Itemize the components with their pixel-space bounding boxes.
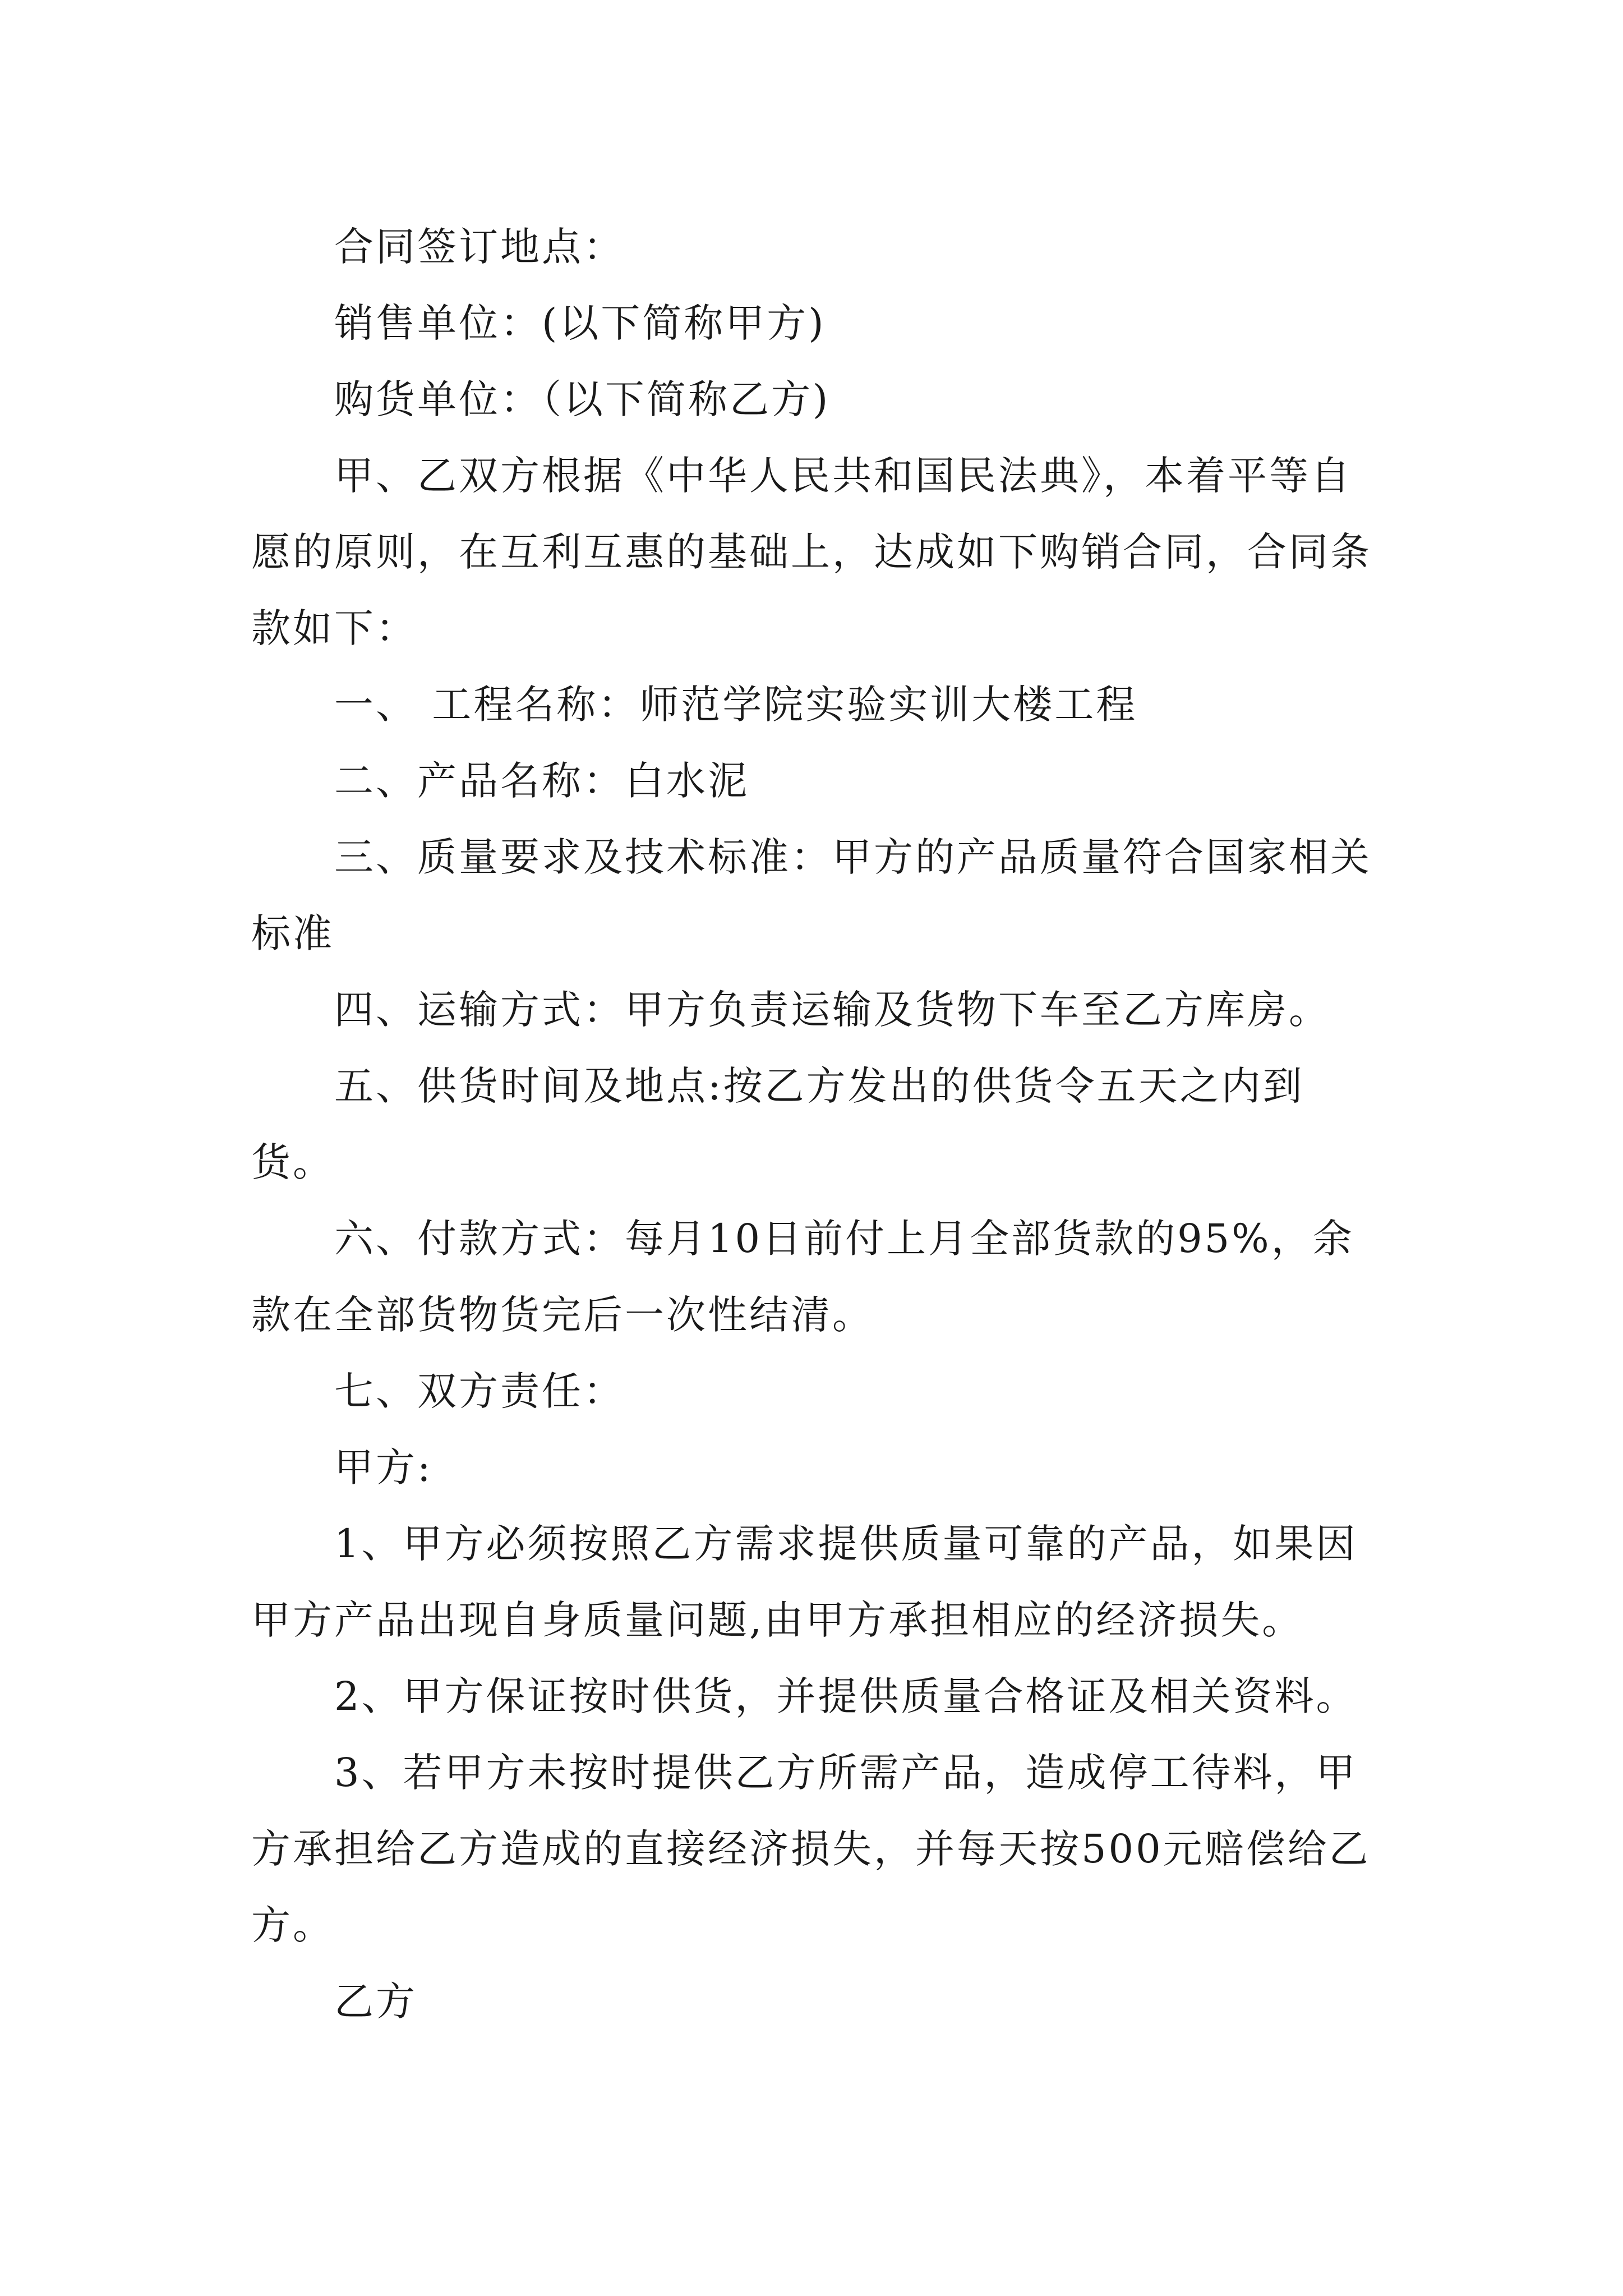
party-a-item-1: 1、甲方必须按照乙方需求提供质量可靠的产品，如果因甲方产品出现自身质量问题,由甲方承担相应的经济损失。 (251, 1521, 1358, 1643)
signing-location: 合同签订地点： (334, 224, 625, 270)
party-b-heading: 乙方 (334, 1978, 417, 2024)
clause-delivery: 五、供货时间及地点:按乙方发出的供货令五天之内到货。 (251, 1063, 1304, 1185)
clause-payment: 六、付款方式：每月10日前付上月全部货款的95%，余款在全部货物货完后一次性结清。 (251, 1216, 1354, 1338)
party-a-item-2: 2、甲方保证按时供货，并提供质量合格证及相关资料。 (334, 1673, 1358, 1719)
clause-project-name: 一、 工程名称：师范学院实验实训大楼工程 (334, 682, 1138, 728)
clause-quality: 三、质量要求及技术标准：甲方的产品质量符合国家相关标准 (251, 834, 1372, 956)
party-a-item-3: 3、若甲方未按时提供乙方所需产品，造成停工待料，甲方承担给乙方造成的直接经济损失，并每天按500元赔偿给乙方。 (251, 1750, 1371, 1948)
clause-transport: 四、运输方式：甲方负责运输及货物下车至乙方库房。 (334, 987, 1330, 1033)
contract-body (251, 209, 1373, 2040)
clause-responsibilities: 七、双方责任： (334, 1368, 625, 1414)
clause-product-name: 二、产品名称：白水泥 (334, 758, 749, 804)
buyer-unit: 购货单位：（以下简称乙方) (334, 376, 831, 422)
seller-unit: 销售单位：(以下简称甲方) (334, 300, 826, 346)
preamble: 甲、乙双方根据《中华人民共和国民法典》，本着平等自愿的原则，在互利互惠的基础上，达成如下购销合同，合同条款如下： (251, 453, 1372, 651)
party-a-heading: 甲方: (334, 1444, 433, 1490)
